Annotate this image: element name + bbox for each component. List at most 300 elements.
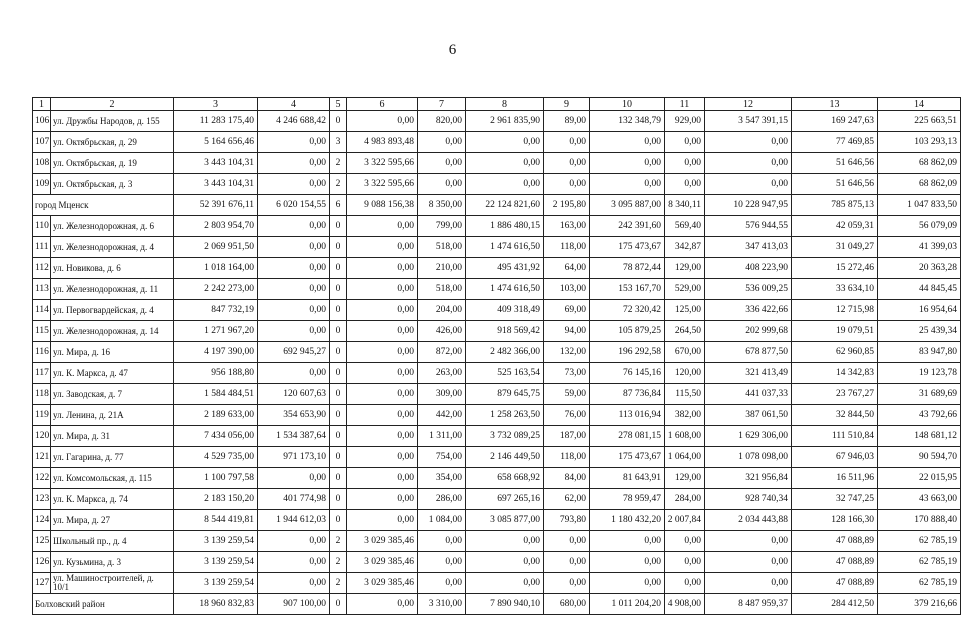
value-cell: 697 265,16 — [466, 489, 544, 510]
value-cell: 336 422,66 — [705, 300, 792, 321]
value-cell: 0,00 — [466, 132, 544, 153]
value-cell: 3 322 595,66 — [347, 153, 418, 174]
address-cell: ул. Первогвардейская, д. 4 — [51, 300, 174, 321]
value-cell: 0,00 — [665, 174, 705, 195]
value-cell: 47 088,89 — [792, 573, 878, 594]
value-cell: 354,00 — [418, 468, 466, 489]
value-cell: 0,00 — [347, 384, 418, 405]
value-cell: 525 163,54 — [466, 363, 544, 384]
value-cell: 84,00 — [544, 468, 590, 489]
value-cell: 163,00 — [544, 216, 590, 237]
row-number: 119 — [33, 405, 51, 426]
table-row — [33, 216, 961, 237]
value-cell: 1 084,00 — [418, 510, 466, 531]
value-cell: 15 272,46 — [792, 258, 878, 279]
value-cell: 754,00 — [418, 447, 466, 468]
value-cell: 62 960,85 — [792, 342, 878, 363]
value-cell: 59,00 — [544, 384, 590, 405]
value-cell: 929,00 — [665, 111, 705, 132]
column-header: 5 — [330, 98, 347, 111]
value-cell: 820,00 — [418, 111, 466, 132]
value-cell: 680,00 — [544, 594, 590, 615]
address-cell: ул. Ленина, д. 21А — [51, 405, 174, 426]
value-cell: 284 412,50 — [792, 594, 878, 615]
value-cell: 379 216,66 — [878, 594, 961, 615]
value-cell: 0,00 — [544, 174, 590, 195]
value-cell: 47 088,89 — [792, 552, 878, 573]
value-cell: 62 785,19 — [878, 552, 961, 573]
value-cell: 73,00 — [544, 363, 590, 384]
value-cell: 3 029 385,46 — [347, 531, 418, 552]
value-cell: 23 767,27 — [792, 384, 878, 405]
value-cell: 0,00 — [466, 531, 544, 552]
value-cell: 847 732,19 — [174, 300, 258, 321]
value-cell: 204,00 — [418, 300, 466, 321]
address-cell: ул. К. Маркса, д. 74 — [51, 489, 174, 510]
value-cell: 0,00 — [466, 153, 544, 174]
value-cell: 0,00 — [258, 153, 330, 174]
value-cell: 6 — [330, 195, 347, 216]
value-cell: 785 875,13 — [792, 195, 878, 216]
value-cell: 0 — [330, 468, 347, 489]
value-cell: 0,00 — [347, 468, 418, 489]
value-cell: 0,00 — [665, 552, 705, 573]
value-cell: 3 310,00 — [418, 594, 466, 615]
address-cell: Школьный пр., д. 4 — [51, 531, 174, 552]
value-cell: 2 069 951,50 — [174, 237, 258, 258]
value-cell: 62,00 — [544, 489, 590, 510]
value-cell: 33 634,10 — [792, 279, 878, 300]
value-cell: 43 792,66 — [878, 405, 961, 426]
value-cell: 78 872,44 — [590, 258, 665, 279]
value-cell: 658 668,92 — [466, 468, 544, 489]
value-cell: 18 960 832,83 — [174, 594, 258, 615]
address-cell: ул. Мира, д. 16 — [51, 342, 174, 363]
value-cell: 3 029 385,46 — [347, 552, 418, 573]
value-cell: 1 311,00 — [418, 426, 466, 447]
value-cell: 42 059,31 — [792, 216, 878, 237]
row-number: 124 — [33, 510, 51, 531]
address-cell: ул. Железнодорожная, д. 14 — [51, 321, 174, 342]
value-cell: 76 145,16 — [590, 363, 665, 384]
value-cell: 0,00 — [258, 300, 330, 321]
value-cell: 0 — [330, 510, 347, 531]
value-cell: 67 946,03 — [792, 447, 878, 468]
value-cell: 263,00 — [418, 363, 466, 384]
value-cell: 128 166,30 — [792, 510, 878, 531]
row-number: 109 — [33, 174, 51, 195]
value-cell: 8 340,11 — [665, 195, 705, 216]
value-cell: 105 879,25 — [590, 321, 665, 342]
value-cell: 0,00 — [347, 510, 418, 531]
value-cell: 111 510,84 — [792, 426, 878, 447]
row-number: 118 — [33, 384, 51, 405]
value-cell: 32 747,25 — [792, 489, 878, 510]
table-row — [33, 573, 961, 594]
value-cell: 0 — [330, 594, 347, 615]
value-cell: 0,00 — [258, 573, 330, 594]
column-header: 11 — [665, 98, 705, 111]
value-cell: 3 322 595,66 — [347, 174, 418, 195]
district-label: город Мценск — [33, 195, 174, 216]
value-cell: 2 — [330, 573, 347, 594]
value-cell: 3 443 104,31 — [174, 153, 258, 174]
value-cell: 0,00 — [347, 489, 418, 510]
value-cell: 1 886 480,15 — [466, 216, 544, 237]
value-cell: 90 594,70 — [878, 447, 961, 468]
value-cell: 62 785,19 — [878, 531, 961, 552]
value-cell: 956 188,80 — [174, 363, 258, 384]
table-row — [33, 153, 961, 174]
value-cell: 321 413,49 — [705, 363, 792, 384]
value-cell: 0,00 — [347, 258, 418, 279]
value-cell: 0,00 — [347, 321, 418, 342]
value-cell: 799,00 — [418, 216, 466, 237]
row-number: 111 — [33, 237, 51, 258]
value-cell: 7 890 940,10 — [466, 594, 544, 615]
table-row — [33, 342, 961, 363]
value-cell: 7 434 056,00 — [174, 426, 258, 447]
row-number: 106 — [33, 111, 51, 132]
value-cell: 2 482 366,00 — [466, 342, 544, 363]
address-cell: ул. Гагарина, д. 77 — [51, 447, 174, 468]
value-cell: 0,00 — [258, 363, 330, 384]
value-cell: 210,00 — [418, 258, 466, 279]
value-cell: 0 — [330, 489, 347, 510]
value-cell: 518,00 — [418, 237, 466, 258]
value-cell: 8 350,00 — [418, 195, 466, 216]
value-cell: 4 529 735,00 — [174, 447, 258, 468]
value-cell: 1 018 164,00 — [174, 258, 258, 279]
value-cell: 0,00 — [258, 216, 330, 237]
column-number-row — [33, 98, 961, 111]
value-cell: 1 608,00 — [665, 426, 705, 447]
value-cell: 11 283 175,40 — [174, 111, 258, 132]
value-cell: 879 645,75 — [466, 384, 544, 405]
value-cell: 0,00 — [258, 531, 330, 552]
value-cell: 0 — [330, 363, 347, 384]
address-cell: ул. Мира, д. 31 — [51, 426, 174, 447]
value-cell: 196 292,58 — [590, 342, 665, 363]
value-cell: 2 803 954,70 — [174, 216, 258, 237]
value-cell: 3 443 104,31 — [174, 174, 258, 195]
value-cell: 170 888,40 — [878, 510, 961, 531]
value-cell: 64,00 — [544, 258, 590, 279]
value-cell: 76,00 — [544, 405, 590, 426]
table-row — [33, 447, 961, 468]
value-cell: 0,00 — [418, 531, 466, 552]
address-cell: ул. Октябрьская, д. 19 — [51, 153, 174, 174]
address-cell: ул. Октябрьская, д. 3 — [51, 174, 174, 195]
value-cell: 0,00 — [466, 573, 544, 594]
value-cell: 2 961 835,90 — [466, 111, 544, 132]
column-header: 8 — [466, 98, 544, 111]
value-cell: 16 511,96 — [792, 468, 878, 489]
value-cell: 187,00 — [544, 426, 590, 447]
value-cell: 44 845,45 — [878, 279, 961, 300]
value-cell: 1 180 432,20 — [590, 510, 665, 531]
value-cell: 81 643,91 — [590, 468, 665, 489]
value-cell: 0 — [330, 237, 347, 258]
value-cell: 0,00 — [347, 342, 418, 363]
value-cell: 692 945,27 — [258, 342, 330, 363]
address-cell: ул. Железнодорожная, д. 11 — [51, 279, 174, 300]
address-cell: ул. Новикова, д. 6 — [51, 258, 174, 279]
value-cell: 2 146 449,50 — [466, 447, 544, 468]
value-cell: 0,00 — [590, 153, 665, 174]
value-cell: 51 646,56 — [792, 174, 878, 195]
value-cell: 0 — [330, 258, 347, 279]
value-cell: 0,00 — [347, 216, 418, 237]
value-cell: 0,00 — [466, 552, 544, 573]
value-cell: 72 320,42 — [590, 300, 665, 321]
value-cell: 1 064,00 — [665, 447, 705, 468]
value-cell: 3 029 385,46 — [347, 573, 418, 594]
value-cell: 4 908,00 — [665, 594, 705, 615]
table-row — [33, 510, 961, 531]
value-cell: 0,00 — [705, 573, 792, 594]
value-cell: 0 — [330, 279, 347, 300]
value-cell: 670,00 — [665, 342, 705, 363]
value-cell: 8 544 419,81 — [174, 510, 258, 531]
value-cell: 62 785,19 — [878, 573, 961, 594]
value-cell: 3 — [330, 132, 347, 153]
value-cell: 872,00 — [418, 342, 466, 363]
table-row — [33, 111, 961, 132]
value-cell: 0,00 — [347, 279, 418, 300]
value-cell: 0 — [330, 426, 347, 447]
column-header: 13 — [792, 98, 878, 111]
value-cell: 6 020 154,55 — [258, 195, 330, 216]
value-cell: 1 474 616,50 — [466, 237, 544, 258]
value-cell: 0,00 — [544, 573, 590, 594]
address-cell: ул. Дружбы Народов, д. 155 — [51, 111, 174, 132]
value-cell: 19 123,78 — [878, 363, 961, 384]
row-number: 121 — [33, 447, 51, 468]
address-cell: ул. Мира, д. 27 — [51, 510, 174, 531]
value-cell: 16 954,64 — [878, 300, 961, 321]
value-cell: 225 663,51 — [878, 111, 961, 132]
value-cell: 0,00 — [347, 426, 418, 447]
table-row — [33, 132, 961, 153]
value-cell: 2 195,80 — [544, 195, 590, 216]
value-cell: 518,00 — [418, 279, 466, 300]
value-cell: 0,00 — [347, 594, 418, 615]
value-cell: 51 646,56 — [792, 153, 878, 174]
value-cell: 9 088 156,38 — [347, 195, 418, 216]
value-cell: 169 247,63 — [792, 111, 878, 132]
row-number: 117 — [33, 363, 51, 384]
value-cell: 1 011 204,20 — [590, 594, 665, 615]
value-cell: 69,00 — [544, 300, 590, 321]
address-cell: ул. Октябрьская, д. 29 — [51, 132, 174, 153]
value-cell: 0,00 — [258, 321, 330, 342]
value-cell: 3 732 089,25 — [466, 426, 544, 447]
value-cell: 441 037,33 — [705, 384, 792, 405]
row-number: 123 — [33, 489, 51, 510]
value-cell: 0,00 — [590, 132, 665, 153]
district-total-row — [33, 594, 961, 615]
value-cell: 4 246 688,42 — [258, 111, 330, 132]
value-cell: 0,00 — [347, 363, 418, 384]
page-number: 6 — [448, 42, 457, 58]
value-cell: 971 173,10 — [258, 447, 330, 468]
value-cell: 284,00 — [665, 489, 705, 510]
value-cell: 68 862,09 — [878, 174, 961, 195]
table-row — [33, 321, 961, 342]
value-cell: 1 944 612,03 — [258, 510, 330, 531]
value-cell: 41 399,03 — [878, 237, 961, 258]
table-row — [33, 426, 961, 447]
value-cell: 529,00 — [665, 279, 705, 300]
value-cell: 793,80 — [544, 510, 590, 531]
value-cell: 0,00 — [590, 531, 665, 552]
value-cell: 0 — [330, 300, 347, 321]
value-cell: 1 078 098,00 — [705, 447, 792, 468]
column-header: 1 — [33, 98, 51, 111]
value-cell: 309,00 — [418, 384, 466, 405]
value-cell: 928 740,34 — [705, 489, 792, 510]
value-cell: 442,00 — [418, 405, 466, 426]
value-cell: 2 — [330, 153, 347, 174]
row-number: 125 — [33, 531, 51, 552]
table-row — [33, 258, 961, 279]
value-cell: 2 — [330, 174, 347, 195]
value-cell: 2 183 150,20 — [174, 489, 258, 510]
value-cell: 0,00 — [466, 174, 544, 195]
value-cell: 68 862,09 — [878, 153, 961, 174]
value-cell: 3 139 259,54 — [174, 531, 258, 552]
value-cell: 87 736,84 — [590, 384, 665, 405]
column-header: 4 — [258, 98, 330, 111]
value-cell: 175 473,67 — [590, 447, 665, 468]
value-cell: 0 — [330, 342, 347, 363]
value-cell: 2 242 273,00 — [174, 279, 258, 300]
value-cell: 3 139 259,54 — [174, 552, 258, 573]
value-cell: 1 258 263,50 — [466, 405, 544, 426]
value-cell: 32 844,50 — [792, 405, 878, 426]
value-cell: 1 584 484,51 — [174, 384, 258, 405]
value-cell: 0,00 — [347, 111, 418, 132]
value-cell: 0,00 — [418, 153, 466, 174]
value-cell: 0,00 — [347, 447, 418, 468]
value-cell: 0,00 — [705, 552, 792, 573]
value-cell: 2 — [330, 552, 347, 573]
value-cell: 382,00 — [665, 405, 705, 426]
value-cell: 342,87 — [665, 237, 705, 258]
table-row — [33, 531, 961, 552]
value-cell: 0 — [330, 216, 347, 237]
row-number: 108 — [33, 153, 51, 174]
value-cell: 0,00 — [665, 573, 705, 594]
value-cell: 576 944,55 — [705, 216, 792, 237]
value-cell: 43 663,00 — [878, 489, 961, 510]
value-cell: 0,00 — [418, 573, 466, 594]
value-cell: 118,00 — [544, 447, 590, 468]
row-number: 122 — [33, 468, 51, 489]
value-cell: 0,00 — [705, 531, 792, 552]
value-cell: 120,00 — [665, 363, 705, 384]
value-cell: 83 947,80 — [878, 342, 961, 363]
value-cell: 19 079,51 — [792, 321, 878, 342]
value-cell: 0,00 — [705, 174, 792, 195]
value-cell: 113 016,94 — [590, 405, 665, 426]
value-cell: 347 413,03 — [705, 237, 792, 258]
value-cell: 278 081,15 — [590, 426, 665, 447]
row-number: 127 — [33, 573, 51, 594]
value-cell: 408 223,90 — [705, 258, 792, 279]
value-cell: 12 715,98 — [792, 300, 878, 321]
value-cell: 148 681,12 — [878, 426, 961, 447]
column-header: 9 — [544, 98, 590, 111]
table-row — [33, 405, 961, 426]
value-cell: 3 547 391,15 — [705, 111, 792, 132]
value-cell: 0,00 — [705, 132, 792, 153]
column-header: 12 — [705, 98, 792, 111]
column-header: 2 — [51, 98, 174, 111]
value-cell: 175 473,67 — [590, 237, 665, 258]
value-cell: 264,50 — [665, 321, 705, 342]
value-cell: 77 469,85 — [792, 132, 878, 153]
value-cell: 22 124 821,60 — [466, 195, 544, 216]
address-cell: ул. Железнодорожная, д. 6 — [51, 216, 174, 237]
value-cell: 0,00 — [258, 468, 330, 489]
row-number: 112 — [33, 258, 51, 279]
value-cell: 0 — [330, 447, 347, 468]
value-cell: 569,40 — [665, 216, 705, 237]
value-cell: 4 983 893,48 — [347, 132, 418, 153]
value-cell: 2 007,84 — [665, 510, 705, 531]
value-cell: 286,00 — [418, 489, 466, 510]
value-cell: 321 956,84 — [705, 468, 792, 489]
value-cell: 22 015,95 — [878, 468, 961, 489]
address-cell: ул. Машиностроителей, д. 10/1 — [51, 573, 174, 594]
row-number: 115 — [33, 321, 51, 342]
value-cell: 1 534 387,64 — [258, 426, 330, 447]
column-header: 3 — [174, 98, 258, 111]
value-cell: 132,00 — [544, 342, 590, 363]
value-cell: 0,00 — [258, 258, 330, 279]
value-cell: 1 100 797,58 — [174, 468, 258, 489]
value-cell: 907 100,00 — [258, 594, 330, 615]
value-cell: 14 342,83 — [792, 363, 878, 384]
value-cell: 0,00 — [665, 531, 705, 552]
value-cell: 5 164 656,46 — [174, 132, 258, 153]
row-number: 120 — [33, 426, 51, 447]
value-cell: 103,00 — [544, 279, 590, 300]
address-cell: ул. Кузьмина, д. 3 — [51, 552, 174, 573]
column-header: 10 — [590, 98, 665, 111]
table-row — [33, 363, 961, 384]
value-cell: 125,00 — [665, 300, 705, 321]
value-cell: 0,00 — [590, 174, 665, 195]
row-number: 114 — [33, 300, 51, 321]
value-cell: 918 569,42 — [466, 321, 544, 342]
value-cell: 0,00 — [258, 279, 330, 300]
table-row — [33, 489, 961, 510]
address-cell: ул. К. Маркса, д. 47 — [51, 363, 174, 384]
value-cell: 3 085 877,00 — [466, 510, 544, 531]
value-cell: 0 — [330, 321, 347, 342]
value-cell: 52 391 676,11 — [174, 195, 258, 216]
table-row — [33, 300, 961, 321]
value-cell: 0,00 — [258, 174, 330, 195]
value-cell: 103 293,13 — [878, 132, 961, 153]
value-cell: 0,00 — [665, 153, 705, 174]
value-cell: 0,00 — [544, 153, 590, 174]
value-cell: 0,00 — [418, 132, 466, 153]
value-cell: 0,00 — [258, 552, 330, 573]
